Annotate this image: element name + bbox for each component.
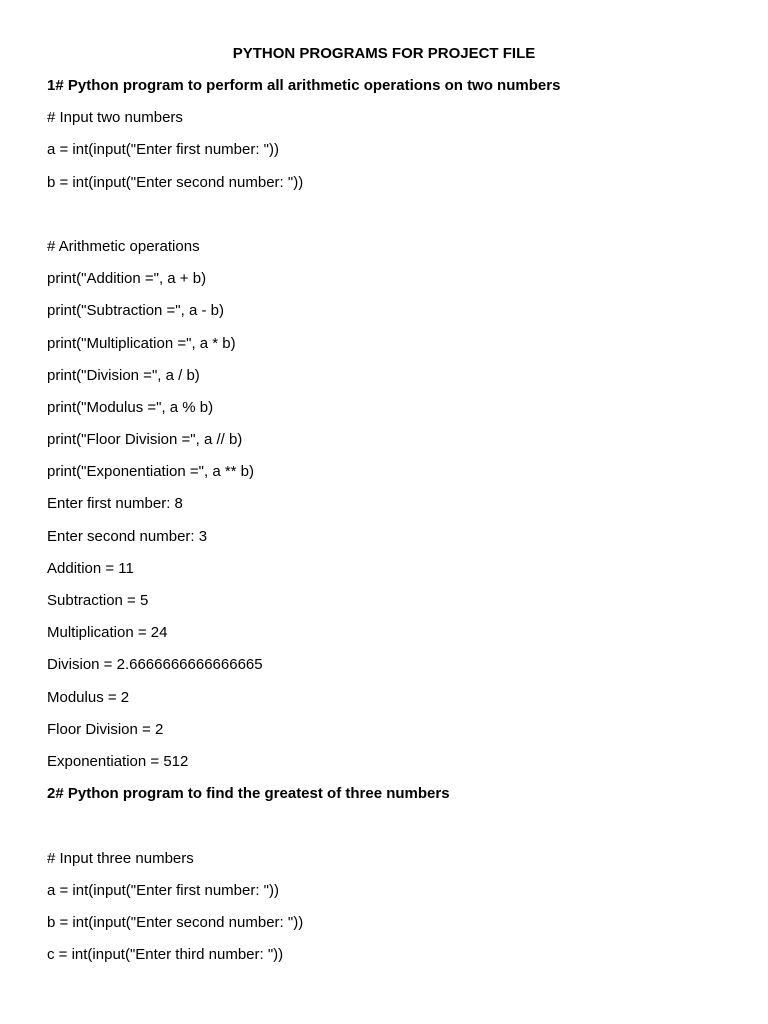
code-line: # Input two numbers [47, 109, 183, 127]
program-2-heading: 2# Python program to find the greatest of three numbers [47, 785, 450, 803]
code-line: a = int(input("Enter first number: ")) [47, 881, 279, 899]
code-line: # Input three numbers [47, 849, 194, 867]
output-line: Addition = 11 [47, 559, 134, 577]
code-line: a = int(input("Enter first number: ")) [47, 141, 279, 159]
output-line: Subtraction = 5 [47, 592, 149, 609]
code-line: print("Floor Division =", a // b) [47, 431, 243, 449]
document-body [47, 76, 747, 977]
code-line: print("Addition =", a + b) [47, 270, 207, 288]
code-line: print("Division =", a / b) [47, 366, 200, 384]
output-line: Enter second number: 3 [47, 527, 208, 545]
code-line: b = int(input("Enter second number: ")) [47, 913, 304, 931]
code-line: print("Modulus =", a % b) [47, 398, 214, 416]
code-line: c = int(input("Enter third number: ")) [47, 946, 284, 964]
code-line: # Arithmetic operations [47, 237, 200, 255]
code-line: print("Multiplication =", a * b) [47, 334, 236, 352]
program-1-heading: 1# Python program to perform all arithmetic operations on two numbers [47, 77, 561, 94]
code-line: b = int(input("Enter second number: ")) [47, 173, 304, 191]
output-line: Division = 2.6666666666666665 [47, 656, 263, 674]
output-line: Exponentiation = 512 [47, 752, 189, 770]
output-line: Modulus = 2 [47, 688, 130, 706]
output-line: Enter first number: 8 [47, 495, 183, 513]
code-line: print("Exponentiation =", a ** b) [47, 463, 255, 481]
blank-line [47, 205, 747, 237]
document-title: PYTHON PROGRAMS FOR PROJECT FILE [232, 45, 536, 62]
output-line: Floor Division = 2 [47, 720, 164, 738]
blank-line [47, 816, 747, 848]
output-line: Multiplication = 24 [47, 624, 168, 642]
code-line: print("Subtraction =", a - b) [47, 302, 224, 320]
